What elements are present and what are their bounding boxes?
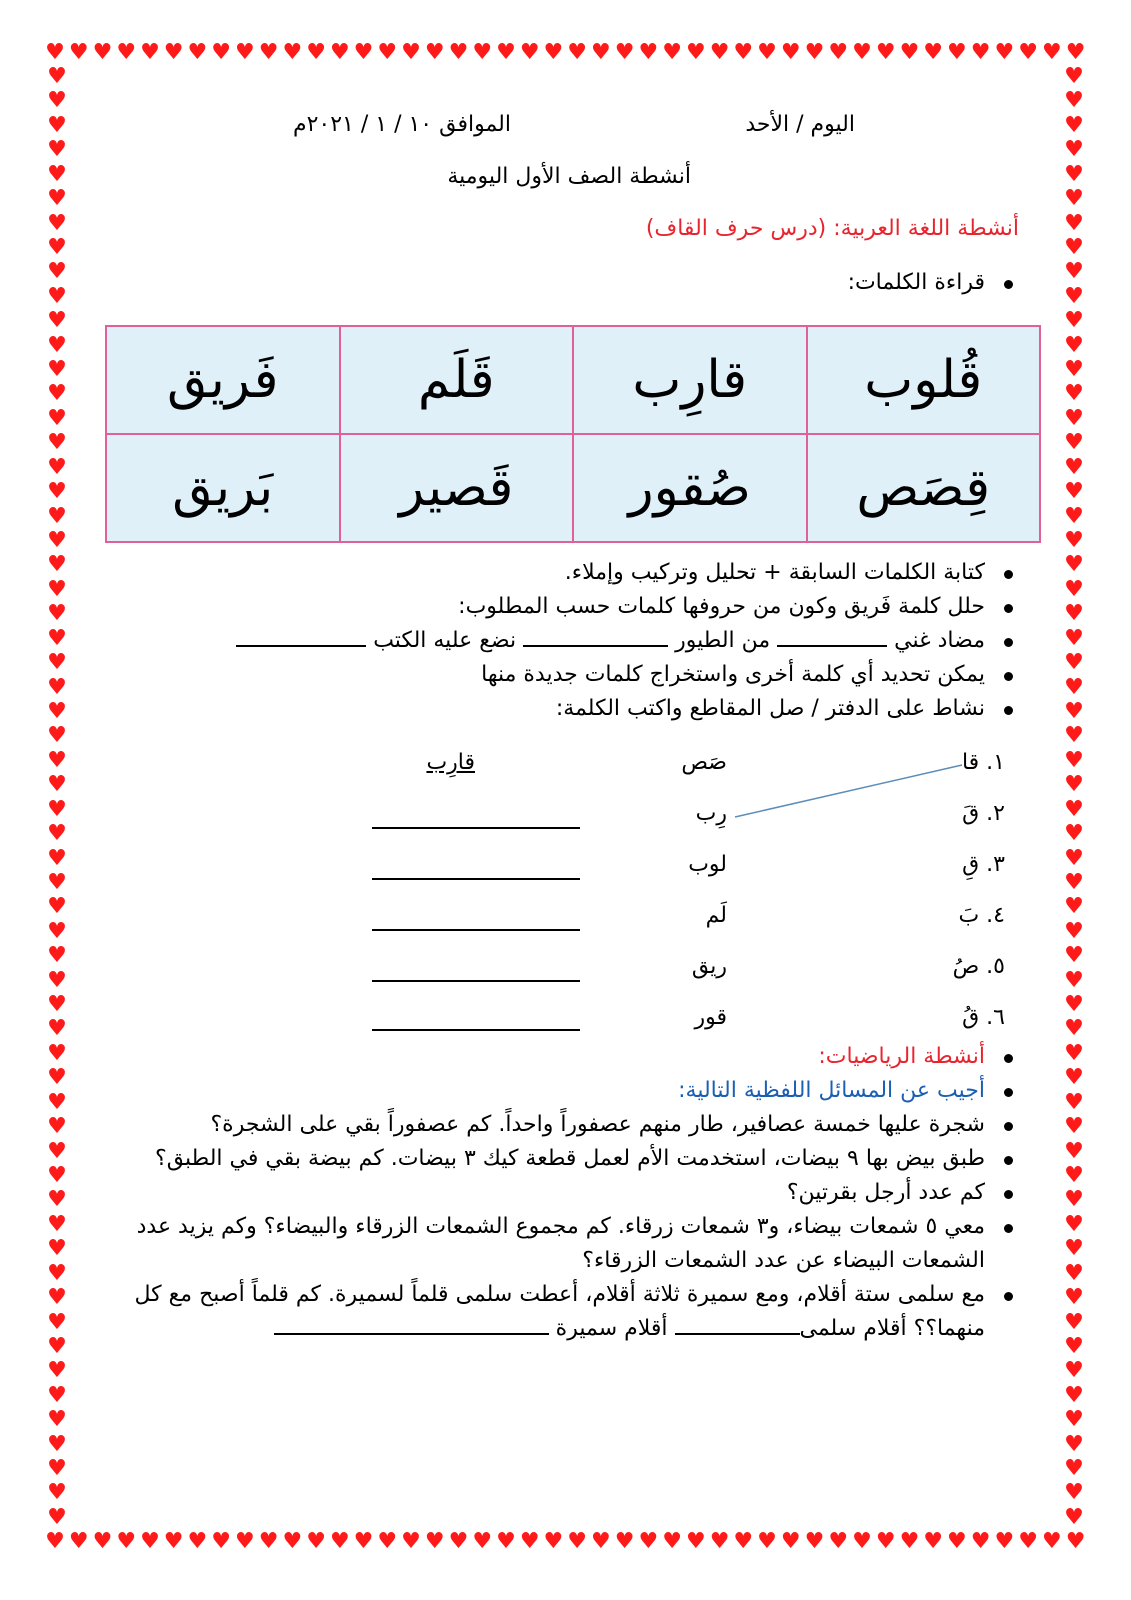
syllable-right: ٢. قَ [962, 801, 1005, 826]
syllable-right: ٥. صُ [952, 954, 1005, 979]
syllable-right: ١. قا [961, 750, 1005, 775]
word-cell: صُقور [573, 434, 807, 542]
heart-icon: ♥ [804, 1529, 825, 1554]
heart-icon: ♥ [733, 1529, 754, 1554]
heart-icon: ♥ [543, 1529, 564, 1554]
heart-icon: ♥ [92, 40, 113, 65]
answer-line[interactable] [523, 644, 668, 647]
words-row [106, 326, 1040, 434]
heart-icon: ♥ [187, 40, 208, 65]
heart-icon: ♥ [899, 40, 920, 65]
heart-icon: ♥ [47, 1187, 67, 1213]
heart-icon: ♥ [1041, 40, 1062, 65]
heart-icon: ♥ [47, 1407, 67, 1433]
heart-icon: ♥ [47, 576, 67, 602]
word-cell: قَلَم [340, 326, 574, 434]
arabic-bullets [109, 556, 1019, 726]
heart-icon: ♥ [47, 259, 67, 285]
heart-icon: ♥ [567, 1529, 588, 1554]
heart-icon: ♥ [923, 40, 944, 65]
heart-icon: ♥ [1064, 112, 1084, 138]
heart-icon: ♥ [1064, 918, 1084, 944]
heart-icon: ♥ [1064, 1016, 1084, 1042]
heart-icon: ♥ [1065, 40, 1086, 65]
heart-icon: ♥ [1064, 234, 1084, 260]
heart-icon: ♥ [1064, 772, 1084, 798]
heart-icon: ♥ [47, 1065, 67, 1091]
heart-icon: ♥ [1064, 1260, 1084, 1286]
heart-icon: ♥ [472, 1529, 493, 1554]
heart-icon: ♥ [852, 40, 872, 65]
heart-icon: ♥ [47, 1285, 67, 1311]
heart-icon: ♥ [47, 1138, 67, 1164]
words-row [106, 434, 1040, 542]
heart-icon: ♥ [47, 869, 67, 895]
heart-icon: ♥ [47, 601, 67, 627]
answer-label: أقلام سلمى [799, 1316, 907, 1341]
heart-icon: ♥ [852, 1529, 872, 1554]
heart-icon: ♥ [1064, 210, 1084, 236]
heart-icon: ♥ [1064, 1162, 1084, 1188]
heart-icon: ♥ [47, 1504, 67, 1530]
heart-icon: ♥ [994, 40, 1015, 65]
heart-icon: ♥ [899, 1529, 920, 1554]
heart-icon: ♥ [1064, 137, 1084, 163]
heart-icon: ♥ [47, 943, 67, 969]
heart-icon: ♥ [757, 40, 777, 65]
heart-icon: ♥ [1064, 1358, 1084, 1384]
heart-icon: ♥ [970, 40, 991, 65]
heart-icon: ♥ [472, 40, 493, 65]
heart-icon: ♥ [614, 1529, 635, 1554]
heart-icon: ♥ [47, 821, 67, 847]
heart-icon: ♥ [804, 40, 825, 65]
heart-icon: ♥ [1064, 1236, 1084, 1262]
heart-icon: ♥ [1064, 1187, 1084, 1213]
heart-icon: ♥ [1064, 601, 1084, 627]
heart-icon: ♥ [1064, 186, 1084, 212]
heart-icon: ♥ [140, 1529, 160, 1554]
heart-icon: ♥ [1064, 576, 1084, 602]
heart-icon: ♥ [401, 40, 421, 65]
heart-icon: ♥ [685, 40, 706, 65]
date-label: الموافق ١٠ / ١ / ٢٠٢١م [292, 112, 511, 137]
heart-icon: ♥ [875, 1529, 896, 1554]
answer-line[interactable] [372, 877, 580, 880]
heart-icon: ♥ [47, 918, 67, 944]
heart-icon: ♥ [828, 40, 849, 65]
answer-line[interactable] [372, 928, 580, 931]
heart-icon: ♥ [1064, 821, 1084, 847]
heart-icon: ♥ [662, 40, 682, 65]
heart-icon: ♥ [1064, 1040, 1084, 1066]
heart-icon: ♥ [1064, 1382, 1084, 1408]
syllable-middle: لوب [688, 852, 727, 877]
heart-icon: ♥ [163, 1529, 184, 1554]
answer-label: أقلام سميرة [555, 1316, 668, 1341]
heart-icon: ♥ [47, 1040, 67, 1066]
heart-icon: ♥ [92, 1529, 113, 1554]
heart-icon: ♥ [116, 1529, 137, 1554]
heart-icon: ♥ [47, 1236, 67, 1262]
heart-icon: ♥ [47, 430, 67, 456]
heart-icon: ♥ [47, 161, 67, 187]
bullet-item: يمكن تحديد أي كلمة أخرى واستخراج كلمات جديدة منها [109, 658, 1019, 692]
heart-icon: ♥ [1064, 650, 1084, 676]
heart-icon: ♥ [1064, 1285, 1084, 1311]
answer-line[interactable] [274, 1332, 549, 1335]
answer-line[interactable] [236, 644, 366, 647]
heart-icon: ♥ [45, 1529, 65, 1554]
heart-icon: ♥ [1064, 894, 1084, 920]
math-problem-last [109, 1278, 1019, 1346]
heart-icon: ♥ [757, 1529, 777, 1554]
heart-icon: ♥ [1064, 1333, 1084, 1359]
heart-icon: ♥ [47, 894, 67, 920]
heart-icon: ♥ [47, 772, 67, 798]
heart-icon: ♥ [47, 1358, 67, 1384]
fill-label: من الطيور [675, 628, 771, 653]
heart-icon: ♥ [1064, 454, 1084, 480]
heart-icon: ♥ [47, 357, 67, 383]
heart-icon: ♥ [258, 40, 279, 65]
heart-icon: ♥ [1064, 552, 1084, 578]
heart-icon: ♥ [1064, 1480, 1084, 1506]
heart-icon: ♥ [211, 40, 231, 65]
bullet-item: نشاط على الدفتر / صل المقاطع واكتب الكلمة: [109, 692, 1019, 726]
heart-icon: ♥ [1064, 161, 1084, 187]
heart-icon: ♥ [47, 674, 67, 700]
heart-icon: ♥ [1064, 332, 1084, 358]
heart-icon: ♥ [47, 1382, 67, 1408]
answer-line[interactable] [372, 1028, 580, 1031]
heart-icon: ♥ [947, 40, 967, 65]
math-bullets [109, 1040, 1019, 1346]
bullet-item: حلل كلمة فَريق وكون من حروفها كلمات حسب المطلوب: [109, 590, 1019, 624]
heart-icon: ♥ [828, 1529, 849, 1554]
heart-icon: ♥ [47, 1431, 67, 1457]
heart-icon: ♥ [1064, 1456, 1084, 1482]
heart-icon: ♥ [47, 723, 67, 749]
heart-icon: ♥ [662, 1529, 682, 1554]
math-subheading: أجيب عن المسائل اللفظية التالية: [109, 1074, 1019, 1108]
read-label: قراءة الكلمات: [109, 266, 1019, 300]
syllable-right: ٣. قِ [962, 852, 1005, 877]
heart-icon: ♥ [163, 40, 184, 65]
math-problem: مع سلمى ستة أقلام، ومع سميرة ثلاثة أقلام، أعطت سلمى قلماً لسميرة. كم قلماً أصبح مع كل منهما؟؟ [134, 1282, 985, 1341]
heart-icon: ♥ [187, 1529, 208, 1554]
word-cell: قِصَص [807, 434, 1041, 542]
example-answer: قارِب [426, 750, 475, 775]
heart-icon: ♥ [543, 40, 564, 65]
heart-icon: ♥ [47, 210, 67, 236]
heart-icon: ♥ [496, 1529, 516, 1554]
heart-icon: ♥ [47, 967, 67, 993]
heart-icon: ♥ [519, 1529, 540, 1554]
heart-icon: ♥ [638, 1529, 659, 1554]
heart-icon: ♥ [47, 112, 67, 138]
heart-icon: ♥ [329, 40, 350, 65]
heart-icon: ♥ [47, 1333, 67, 1359]
heart-icon: ♥ [1064, 796, 1084, 822]
heart-icon: ♥ [1064, 943, 1084, 969]
syllable-right: ٤. بَ [958, 903, 1005, 928]
connector-line [730, 755, 970, 825]
heart-icon: ♥ [994, 1529, 1015, 1554]
heart-icon: ♥ [47, 64, 67, 89]
heart-icon: ♥ [709, 1529, 730, 1554]
heart-icon: ♥ [47, 479, 67, 505]
heart-icon: ♥ [591, 40, 611, 65]
heart-icon: ♥ [47, 698, 67, 724]
heart-icon: ♥ [47, 1211, 67, 1237]
heart-icon: ♥ [68, 1529, 89, 1554]
heart-icon: ♥ [47, 1480, 67, 1506]
heart-icon: ♥ [1064, 1407, 1084, 1433]
heart-icon: ♥ [235, 40, 255, 65]
heart-icon: ♥ [47, 1456, 67, 1482]
heart-icon: ♥ [780, 40, 801, 65]
heart-icon: ♥ [47, 1260, 67, 1286]
answer-line[interactable] [372, 979, 580, 982]
heart-icon: ♥ [448, 1529, 469, 1554]
heart-icon: ♥ [1064, 992, 1084, 1018]
heart-icon: ♥ [47, 88, 67, 114]
math-problem: شجرة عليها خمسة عصافير، طار منهم عصفوراً واحداً. كم عصفوراً بقي على الشجرة؟ [109, 1108, 1019, 1142]
heart-icon: ♥ [47, 1309, 67, 1335]
heart-icon: ♥ [1064, 1138, 1084, 1164]
word-cell: قَصير [340, 434, 574, 542]
heart-icon: ♥ [1064, 1114, 1084, 1140]
heart-icon: ♥ [47, 796, 67, 822]
heart-icon: ♥ [638, 40, 659, 65]
heart-icon: ♥ [1064, 381, 1084, 407]
heart-icon: ♥ [1041, 1529, 1062, 1554]
bullet-item: كتابة الكلمات السابقة + تحليل وتركيب وإملاء. [109, 556, 1019, 590]
words-table [105, 325, 1041, 543]
heart-icon: ♥ [282, 40, 303, 65]
heart-icon: ♥ [47, 1089, 67, 1115]
heart-icon: ♥ [47, 137, 67, 163]
answer-line[interactable] [777, 644, 887, 647]
heart-icon: ♥ [709, 40, 730, 65]
heart-icon: ♥ [377, 1529, 398, 1554]
heart-icon: ♥ [1064, 430, 1084, 456]
heart-icon: ♥ [235, 1529, 255, 1554]
day-label: اليوم / الأحد [745, 112, 855, 137]
heart-icon: ♥ [47, 234, 67, 260]
heart-icon: ♥ [306, 40, 326, 65]
answer-line[interactable] [372, 826, 580, 829]
heart-icon: ♥ [1064, 698, 1084, 724]
heart-icon: ♥ [47, 1114, 67, 1140]
heart-icon: ♥ [519, 40, 540, 65]
heart-icon: ♥ [1064, 64, 1084, 89]
heart-icon: ♥ [258, 1529, 279, 1554]
heart-icon: ♥ [329, 1529, 350, 1554]
heart-icon: ♥ [614, 40, 635, 65]
heart-icon: ♥ [47, 1016, 67, 1042]
syllable-middle: لَم [705, 903, 727, 928]
heart-icon: ♥ [1064, 625, 1084, 651]
heart-icon: ♥ [306, 1529, 326, 1554]
word-cell: بَريق [106, 434, 340, 542]
word-cell: قُلوب [807, 326, 1041, 434]
heart-icon: ♥ [47, 405, 67, 431]
heart-icon: ♥ [1018, 40, 1038, 65]
heart-icon: ♥ [1065, 1529, 1086, 1554]
heart-icon: ♥ [353, 40, 374, 65]
syllable-middle: صَص [681, 750, 727, 775]
syllable-middle: ريق [691, 954, 727, 979]
fill-label: نضع عليه الكتب [373, 628, 517, 653]
heart-icon: ♥ [1064, 1089, 1084, 1115]
heart-icon: ♥ [1018, 1529, 1038, 1554]
heart-icon: ♥ [1064, 308, 1084, 334]
math-problem: معي ٥ شمعات بيضاء، و٣ شمعات زرقاء. كم مجموع الشمعات الزرقاء والبيضاء؟ وكم يزيد عدد الشمعات البيضاء عن عدد الشمعات الزرقاء؟ [109, 1210, 1019, 1278]
heart-icon: ♥ [47, 186, 67, 212]
heart-icon: ♥ [45, 40, 65, 65]
heart-icon: ♥ [1064, 1309, 1084, 1335]
heart-icon: ♥ [1064, 357, 1084, 383]
heart-icon: ♥ [567, 40, 588, 65]
heart-icon: ♥ [140, 40, 160, 65]
heart-icon: ♥ [780, 1529, 801, 1554]
heart-icon: ♥ [353, 1529, 374, 1554]
heart-icon: ♥ [1064, 503, 1084, 529]
heart-icon: ♥ [424, 1529, 445, 1554]
heart-icon: ♥ [47, 1162, 67, 1188]
syllable-middle: رِب [695, 801, 727, 826]
heart-icon: ♥ [424, 40, 445, 65]
heart-icon: ♥ [1064, 259, 1084, 285]
heart-icon: ♥ [1064, 528, 1084, 554]
heart-icon: ♥ [1064, 674, 1084, 700]
heart-icon: ♥ [47, 454, 67, 480]
heart-icon: ♥ [970, 1529, 991, 1554]
heart-icon: ♥ [1064, 1431, 1084, 1457]
heart-icon: ♥ [47, 625, 67, 651]
heart-icon: ♥ [47, 332, 67, 358]
heart-icon: ♥ [68, 40, 89, 65]
math-problem: كم عدد أرجل بقرتين؟ [109, 1176, 1019, 1210]
heart-icon: ♥ [116, 40, 137, 65]
word-cell: فَريق [106, 326, 340, 434]
heart-icon: ♥ [211, 1529, 231, 1554]
heart-icon: ♥ [401, 1529, 421, 1554]
heart-icon: ♥ [377, 40, 398, 65]
word-cell: قارِب [573, 326, 807, 434]
heart-icon: ♥ [47, 845, 67, 871]
heart-icon: ♥ [282, 1529, 303, 1554]
heart-icon: ♥ [496, 40, 516, 65]
heart-icon: ♥ [47, 992, 67, 1018]
heart-icon: ♥ [947, 1529, 967, 1554]
heart-icon: ♥ [448, 40, 469, 65]
heart-icon: ♥ [1064, 1211, 1084, 1237]
heart-icon: ♥ [591, 1529, 611, 1554]
heart-icon: ♥ [1064, 967, 1084, 993]
heart-icon: ♥ [1064, 747, 1084, 773]
heart-icon: ♥ [47, 503, 67, 529]
heart-icon: ♥ [733, 40, 754, 65]
heart-icon: ♥ [923, 1529, 944, 1554]
heart-icon: ♥ [47, 381, 67, 407]
page-title: أنشطة الصف الأول اليومية [447, 164, 691, 189]
heart-icon: ♥ [1064, 1504, 1084, 1530]
heart-icon: ♥ [1064, 405, 1084, 431]
heart-icon: ♥ [47, 747, 67, 773]
heart-icon: ♥ [875, 40, 896, 65]
heart-icon: ♥ [1064, 723, 1084, 749]
heart-icon: ♥ [47, 308, 67, 334]
heart-icon: ♥ [1064, 88, 1084, 114]
heart-icon: ♥ [47, 528, 67, 554]
heart-icon: ♥ [1064, 869, 1084, 895]
math-problem: طبق بيض بها ٩ بيضات، استخدمت الأم لعمل قطعة كيك ٣ بيضات. كم بيضة بقي في الطبق؟ [109, 1142, 1019, 1176]
heart-icon: ♥ [1064, 1065, 1084, 1091]
syllable-right: ٦. قُ [962, 1005, 1005, 1030]
read-bullet [109, 266, 1019, 300]
heart-icon: ♥ [47, 650, 67, 676]
bullet-fill-row [109, 624, 1019, 658]
heart-icon: ♥ [1064, 479, 1084, 505]
heart-icon: ♥ [1064, 283, 1084, 309]
heart-icon: ♥ [685, 1529, 706, 1554]
math-heading: أنشطة الرياضيات: [109, 1040, 1019, 1074]
heart-icon: ♥ [47, 283, 67, 309]
heart-icon: ♥ [47, 552, 67, 578]
arabic-heading: أنشطة اللغة العربية: (درس حرف القاف) [645, 216, 1019, 241]
heart-icon: ♥ [1064, 845, 1084, 871]
syllable-middle: قور [694, 1005, 727, 1030]
fill-label: مضاد غني [894, 628, 985, 653]
answer-line[interactable] [675, 1332, 800, 1335]
